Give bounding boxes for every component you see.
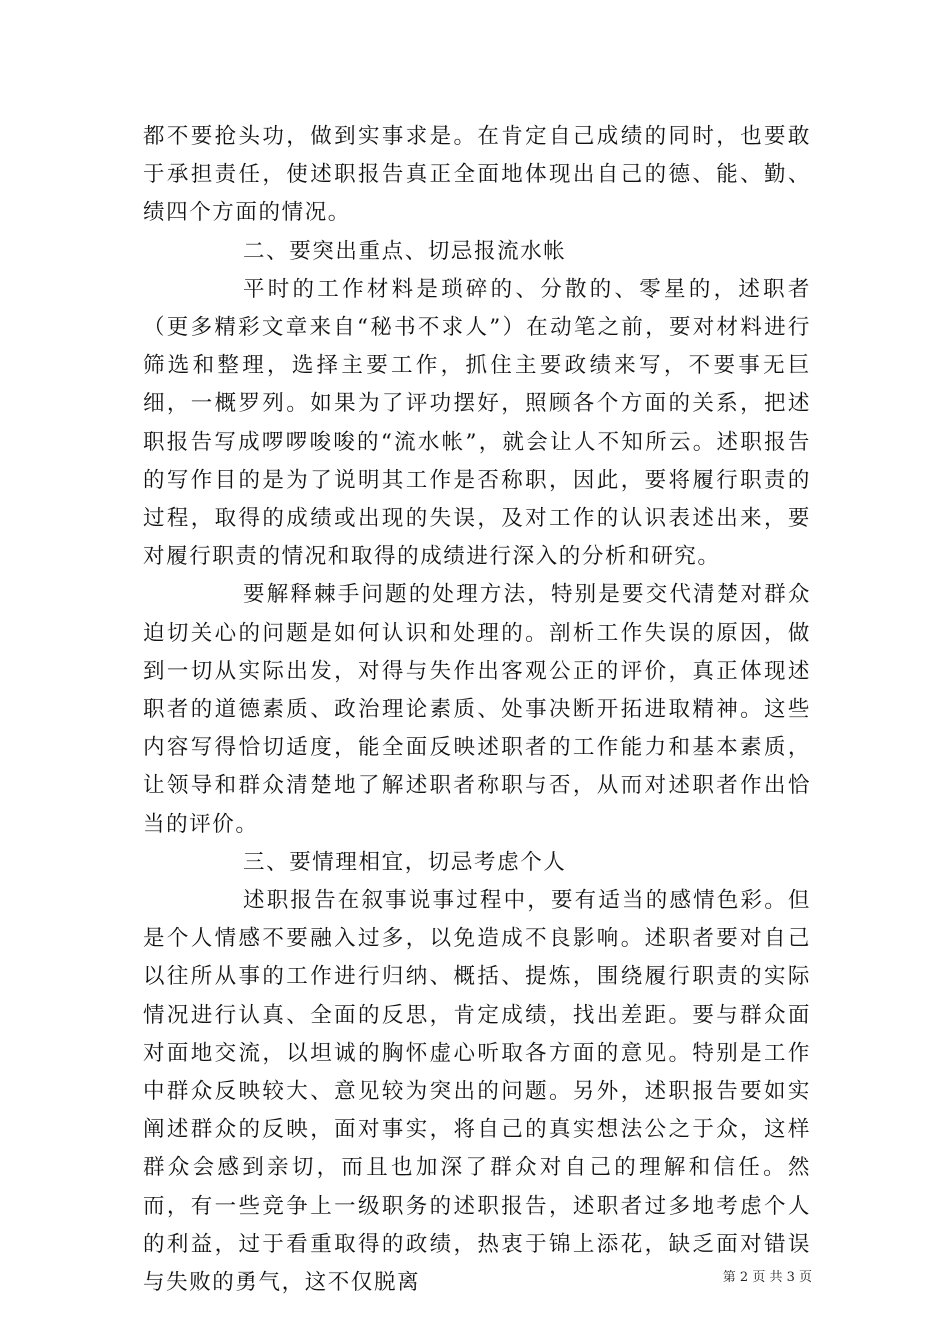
paragraph-emotion: 述职报告在叙事说事过程中，要有适当的感情色彩。但是个人情感不要融入过多，以免造成不良影响。述职者要对自己以往所从事的工作进行归纳、概括、提炼，围绕履行职责的实际情况进行认真、全面的反思，肯定成绩，找出差距。要与群众面对面地交流，以坦诚的胸怀虚心听取各方面的意见。特别是工作中群众反映较大、意见较为突出的问题。另外，述职报告要如实阐述群众的反映，面对事实，将自己的真实想法公之于众，这样群众会感到亲切，而且也加深了群众对自己的理解和信任。然而，有一些竞争上一级职务的述职报告，述职者过多地考虑个人的利益，过于看重取得的政绩，热衷于锦上添花，缺乏面对错误与失败的勇气，这不仅脱离 — [143, 888, 811, 1296]
page-number-footer: 第 2 页 共 3 页 — [722, 1270, 812, 1285]
section-heading-2: 二、要突出重点、切忌报流水帐 — [243, 238, 567, 264]
paragraph-materials: 平时的工作材料是琐碎的、分散的、零星的，述职者（更多精彩文章来自“秘书不求人”）在动笔之前，要对材料进行筛选和整理，选择主要工作，抓住主要政绩来写，不要事无巨细，一概罗列。如果为了评功摆好，照顾各个方面的关系，把述职报告写成啰啰唆唆的“流水帐”，就会让人不知所云。述职报告的写作目的是为了说明其工作是否称职，因此，要将履行职责的过程，取得的成绩或出现的失误，及对工作的认识表述出来，要对履行职责的情况和取得的成绩进行深入的分析和研究。 — [143, 276, 811, 570]
document-body — [143, 118, 811, 1302]
paragraph-continuation: 都不要抢头功，做到实事求是。在肯定自己成绩的同时，也要敢于承担责任，使述职报告真正全面地体现出自己的德、能、勤、绩四个方面的情况。 — [143, 124, 811, 226]
section-heading-3: 三、要情理相宜，切忌考虑个人 — [243, 849, 567, 875]
paragraph-difficult-issues: 要解释棘手问题的处理方法，特别是要交代清楚对群众迫切关心的问题是如何认识和处理的。剖析工作失误的原因，做到一切从实际出发，对得与失作出客观公正的评价，真正体现述职者的道德素质、政治理论素质、处事决断开拓进取精神。这些内容写得恰切适度，能全面反映述职者的工作能力和基本素质，让领导和群众清楚地了解述职者称职与否，从而对述职者作出恰当的评价。 — [143, 582, 811, 837]
